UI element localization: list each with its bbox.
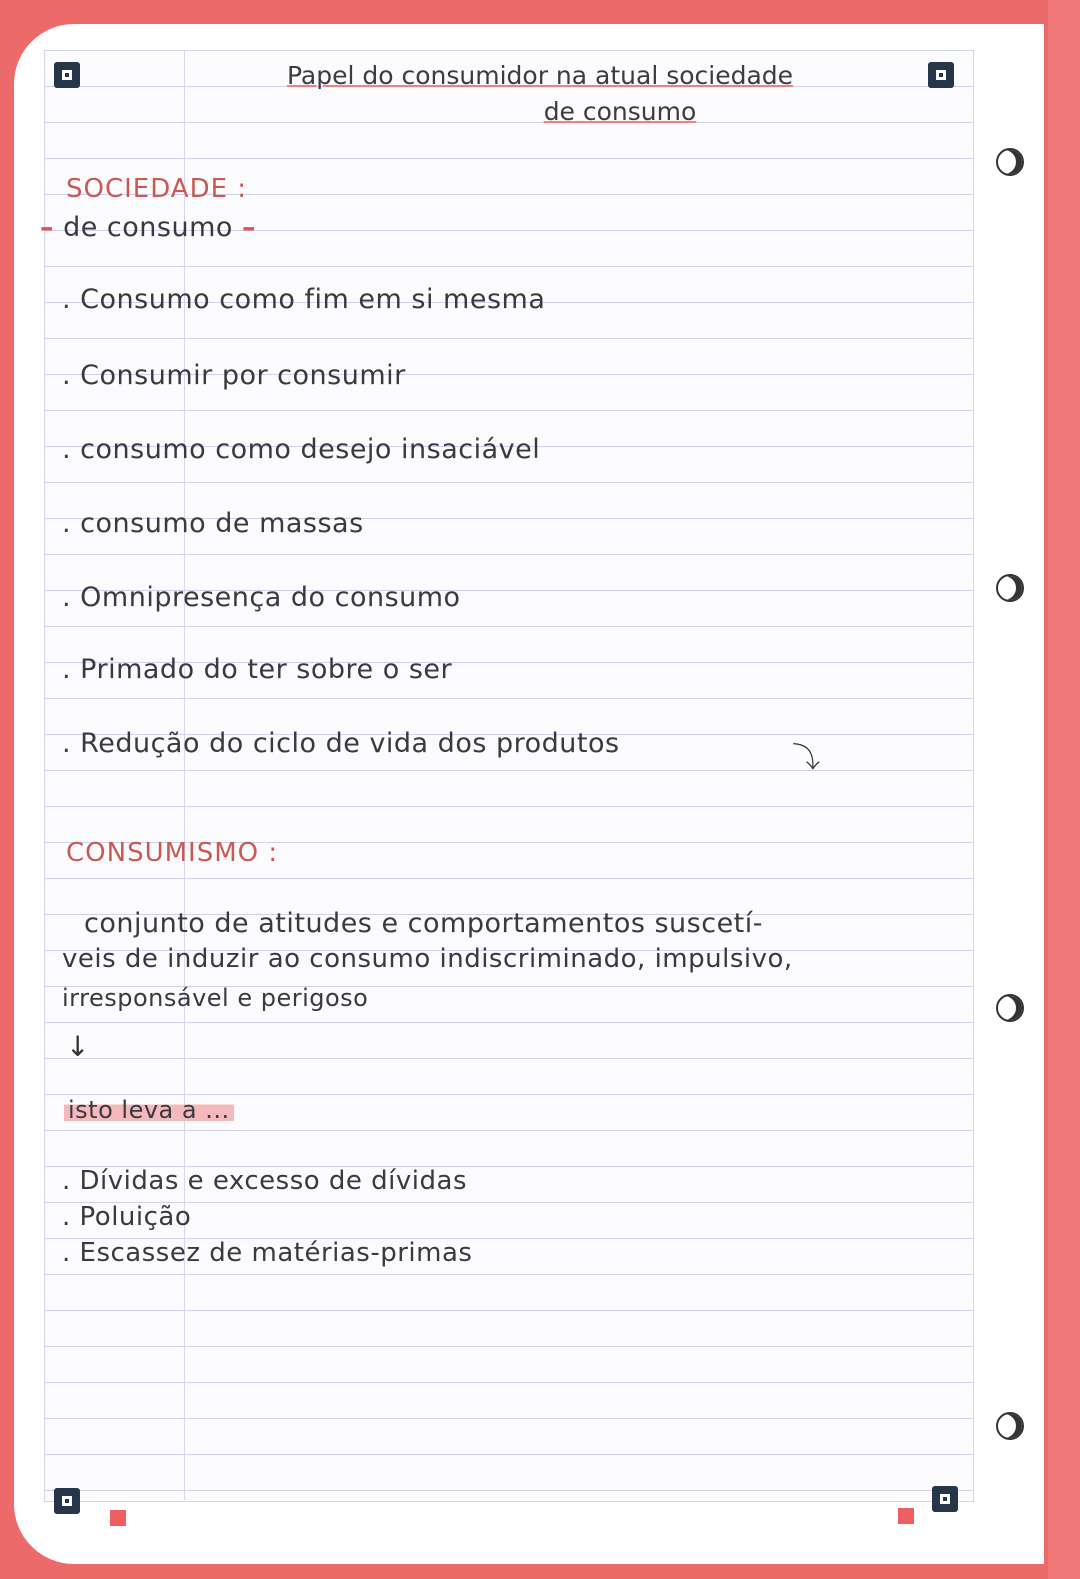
list-item: . Redução do ciclo de vida dos produtos xyxy=(62,728,620,759)
dash-icon: – xyxy=(242,212,256,243)
binder-hole xyxy=(996,574,1024,602)
list-item-text: Omnipresença do consumo xyxy=(80,582,461,613)
sociedade-heading: SOCIEDADE : xyxy=(66,174,248,204)
arrow-turn-down-icon: ⤵ xyxy=(792,741,821,774)
binder-hole xyxy=(996,994,1024,1022)
list-item-text: Escassez de matérias-primas xyxy=(79,1238,473,1268)
list-item: . consumo como desejo insaciável xyxy=(62,434,541,465)
list-item-text: Poluição xyxy=(79,1202,192,1232)
corner-bracket-icon xyxy=(54,62,80,88)
list-item: . Poluição xyxy=(62,1202,192,1232)
corner-bracket-icon xyxy=(932,1486,958,1512)
binder-hole xyxy=(996,1412,1024,1440)
list-item: . consumo de massas xyxy=(62,508,364,539)
corner-bracket-icon xyxy=(54,1488,80,1514)
corner-bracket-icon xyxy=(928,62,954,88)
title-line-1: Papel do consumidor na atual sociedade xyxy=(286,61,794,90)
list-item: . Primado do ter sobre o ser xyxy=(62,654,453,685)
margin-line xyxy=(184,50,185,1500)
list-item-text: Primado do ter sobre o ser xyxy=(80,654,453,685)
binder-hole xyxy=(996,148,1024,176)
arrow-down-icon: ↓ xyxy=(66,1030,90,1063)
list-item-text: Consumir por consumir xyxy=(80,360,406,391)
list-item-text: consumo de massas xyxy=(80,508,364,539)
list-item: . Escassez de matérias-primas xyxy=(62,1238,473,1268)
list-item-text: Redução do ciclo de vida dos produtos xyxy=(80,728,620,759)
sociedade-subheading: de consumo xyxy=(63,212,233,243)
definition-line-3: irresponsável e perigoso xyxy=(62,984,369,1012)
consequences-label xyxy=(64,1096,234,1124)
page-title xyxy=(190,58,890,130)
sociedade-subheading-row xyxy=(40,212,256,243)
list-item-text: consumo como desejo insaciável xyxy=(80,434,541,465)
list-item: . Consumo como fim em si mesma xyxy=(62,284,546,315)
corner-square-icon xyxy=(898,1508,914,1524)
title-line-2: de consumo xyxy=(543,97,697,126)
corner-square-icon xyxy=(110,1510,126,1526)
highlight: isto leva a ... xyxy=(64,1096,234,1124)
list-item-text: Dívidas e excesso de dívidas xyxy=(79,1166,468,1196)
dash-icon: – xyxy=(40,212,54,243)
definition-line-1: conjunto de atitudes e comportamentos suscetí- xyxy=(84,908,764,939)
list-item: . Omnipresença do consumo xyxy=(62,582,461,613)
definition-line-2: veis de induzir ao consumo indiscriminado, impulsivo, xyxy=(62,944,793,974)
consumismo-heading: CONSUMISMO : xyxy=(66,838,279,868)
list-item-text: Consumo como fim em si mesma xyxy=(80,284,546,315)
notebook-edge xyxy=(1048,0,1080,1579)
list-item: . Consumir por consumir xyxy=(62,360,406,391)
list-item: . Dívidas e excesso de dívidas xyxy=(62,1166,468,1196)
